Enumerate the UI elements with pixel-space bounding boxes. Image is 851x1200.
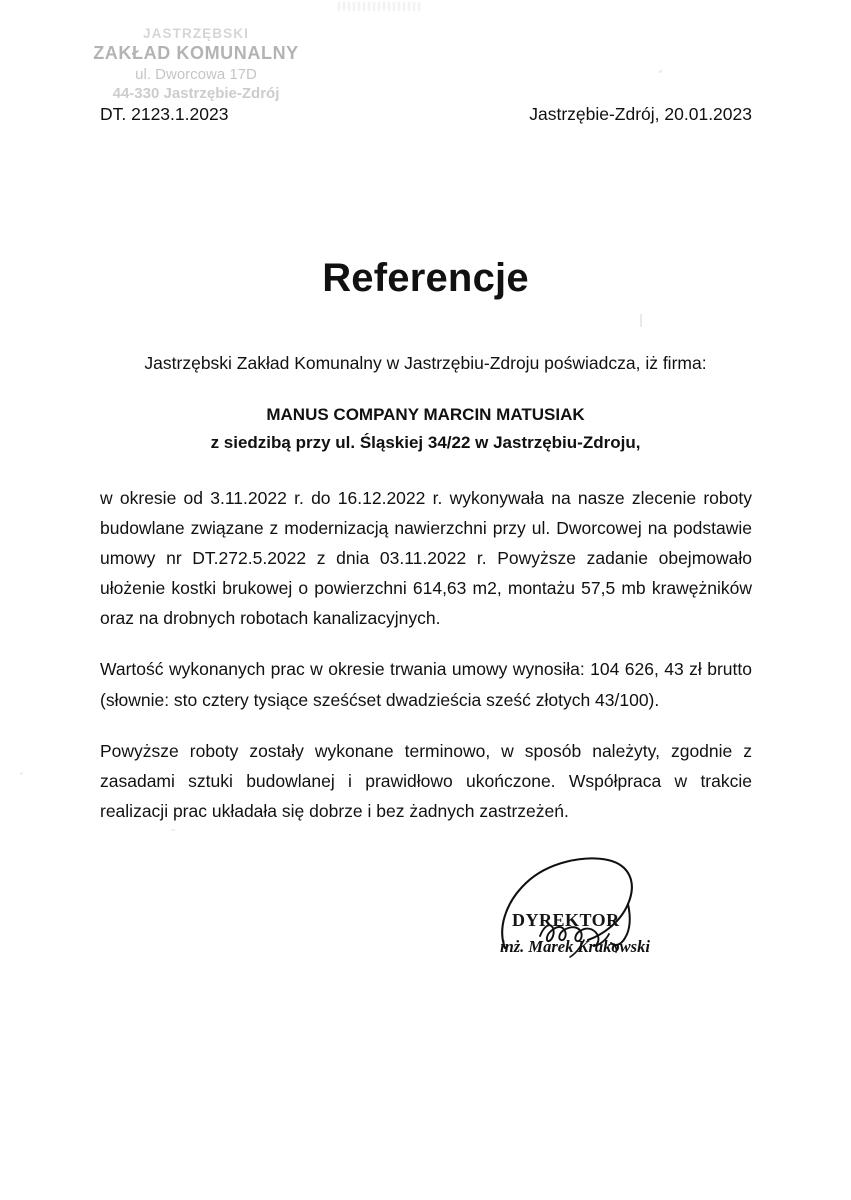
body-paragraph-1: w okresie od 3.11.2022 r. do 16.12.2022 r. wykonywała na nasze zlecenie roboty budowlane związane z modernizacją nawierzchni przy ul. Dworcowej na podstawie umowy nr DT.272.5.2022 z dnia 03.11.2022 r. Powyższe zadanie obejmowało ułożenie kostki brukowej o powierzchni 614,63 m2, montażu 57,5 mb krawężników oraz na drobnych robotach kanalizacyjnych. bbox=[100, 488, 752, 629]
signature-role: DYREKTOR bbox=[512, 910, 620, 930]
subject-company-name: MANUS COMPANY MARCIN MATUSIAK bbox=[266, 405, 585, 424]
signature-block bbox=[470, 852, 700, 972]
office-stamp bbox=[76, 26, 316, 103]
intro-sentence: Jastrzębski Zakład Komunalny w Jastrzębiu-Zdroju poświadcza, iż firma: bbox=[144, 353, 707, 373]
place-and-date: Jastrzębie-Zdrój, 20.01.2023 bbox=[529, 104, 752, 124]
scan-artifact-top bbox=[338, 2, 422, 11]
document-meta-row bbox=[100, 104, 752, 125]
scan-artifact-speck-4 bbox=[171, 829, 175, 831]
stamp-line-department: ZAKŁAD KOMUNALNY bbox=[93, 42, 299, 63]
stamp-line-organization: JASTRZĘBSKI bbox=[143, 26, 249, 41]
scan-artifact-speck-3 bbox=[20, 772, 23, 775]
body-paragraph-3: Powyższe roboty zostały wykonane terminowo, w sposób należyty, zgodnie z zasadami sztuki budowlanej i prawidłowo ukończone. Współpraca w trakcie realizacji prac układała się dobrze i bez żadnych zastrzeżeń. bbox=[100, 740, 752, 821]
document-body bbox=[100, 483, 752, 826]
body-paragraph-2: Wartość wykonanych prac w okresie trwania umowy wynosiła: 104 626, 43 zł brutto (słownie: sto cztery tysiące sześćset dwadzieścia sześć złotych 43/100). bbox=[100, 659, 752, 710]
scan-artifact-speck bbox=[640, 314, 642, 327]
reference-number: DT. 2123.1.2023 bbox=[100, 104, 229, 124]
subject-company-address: z siedzibą przy ul. Śląskiej 34/22 w Jastrzębiu-Zdroju, bbox=[210, 432, 641, 452]
page-title: Referencje bbox=[322, 256, 529, 300]
signature-name: inż. Marek Krakowski bbox=[500, 937, 650, 956]
scan-artifact-speck-2 bbox=[659, 70, 662, 73]
stamp-line-city: 44-330 Jastrzębie-Zdrój bbox=[112, 84, 280, 102]
stamp-line-street: ul. Dworcowa 17D bbox=[135, 66, 257, 84]
subject-block bbox=[0, 401, 851, 456]
